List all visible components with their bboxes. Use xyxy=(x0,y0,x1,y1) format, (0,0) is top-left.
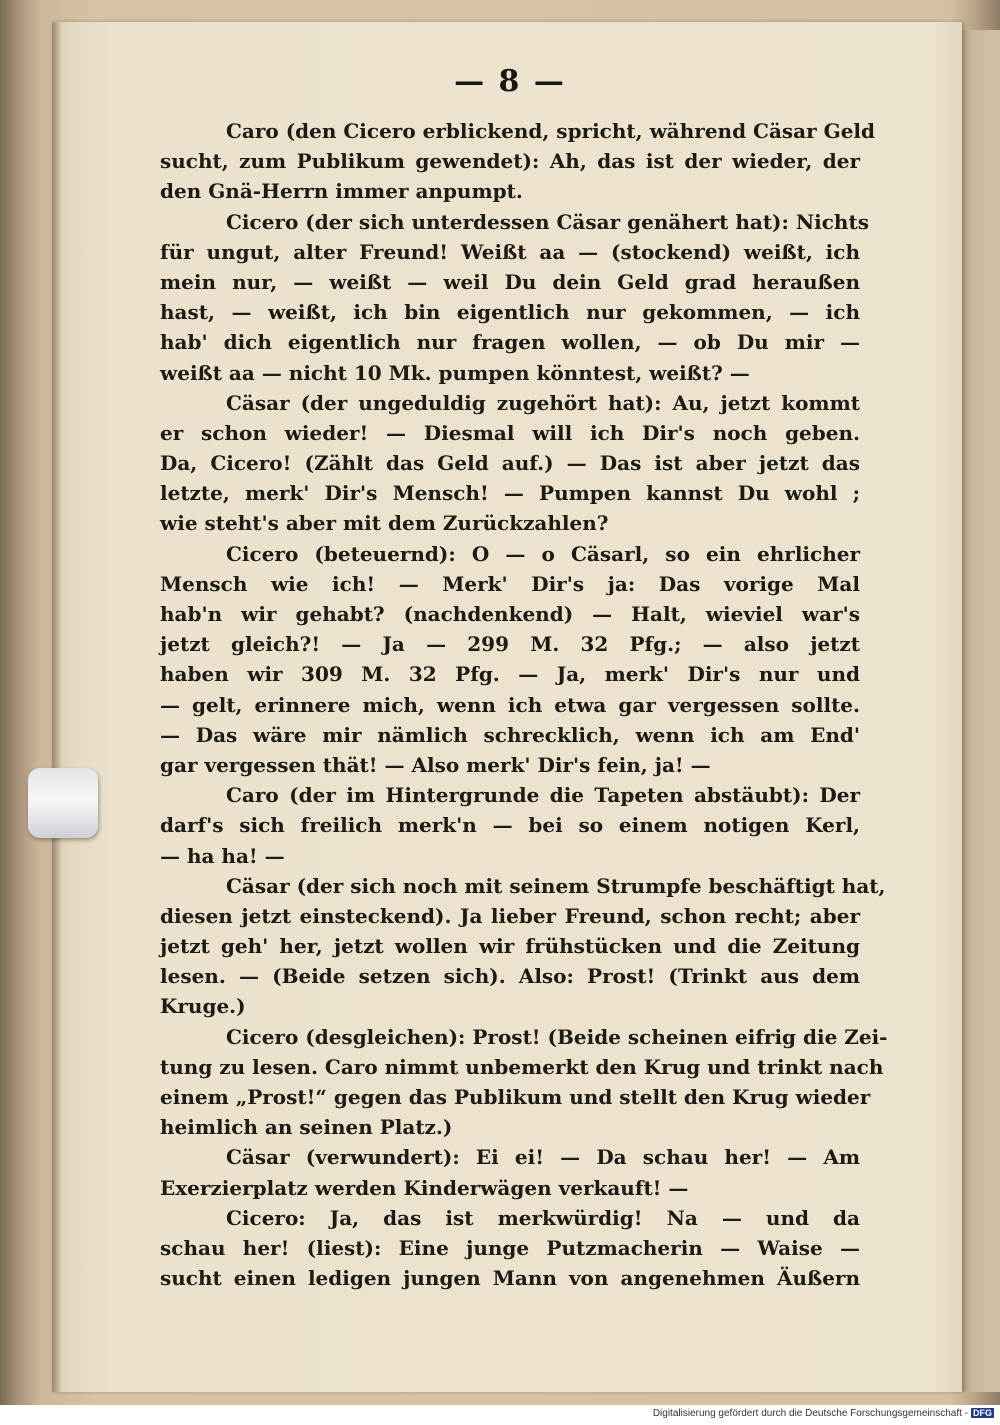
text-line: jetzt geh' her, jetzt wollen wir frühstücken und die Zeitung xyxy=(160,934,860,959)
text-line: Cäsar (der sich noch mit seinem Strumpfe beschäftigt hat, xyxy=(226,873,886,898)
page-text xyxy=(160,116,888,1293)
text-line: diesen jetzt einsteckend). Ja lieber Freund, schon recht; aber xyxy=(160,903,860,928)
text-line: einem „Prost!“ gegen das Publikum und stellt den Krug wieder xyxy=(160,1085,871,1109)
text-line: für ungut, alter Freund! Weißt aa — (stockend) weißt, ich xyxy=(160,239,860,264)
text-line: hast, — weißt, ich bin eigentlich nur gekommen, — ich xyxy=(160,300,860,325)
text-line: Cäsar (verwundert): Ei ei! — Da schau her! — Am xyxy=(226,1145,860,1170)
text-line: sucht, zum Publikum gewendet): Ah, das ist der wieder, der xyxy=(160,149,860,174)
text-line: Exerzierplatz werden Kinderwägen verkauft! — xyxy=(160,1175,689,1200)
text-line: hab'n wir gehabt? (nachdenkend) — Halt, wieviel war's xyxy=(160,602,860,626)
dfg-logo: DFG xyxy=(973,1408,992,1418)
text-line: Cicero: Ja, das ist merkwürdig! Na — und da xyxy=(226,1205,860,1230)
text-line: Cicero (beteuernd): O — o Cäsarl, so ein ehrlicher xyxy=(226,541,860,566)
next-page-edge xyxy=(962,30,1000,1392)
text-line: Cäsar (der ungeduldig zugehört hat): Au, jetzt kommt xyxy=(226,390,860,415)
text-line: wie steht's aber mit dem Zurückzahlen? xyxy=(160,511,609,536)
text-line: — Das wäre mir nämlich schrecklich, wenn ich am End' xyxy=(160,722,860,747)
text-line: schau her! (liest): Eine junge Putzmacherin — Waise — xyxy=(160,1235,860,1260)
text-line: Caro (den Cicero erblickend, spricht, während Cäsar Geld xyxy=(226,119,876,143)
text-line: darf's sich freilich merk'n — bei so einem notigen Kerl, xyxy=(160,813,860,838)
text-line: Cicero (der sich unterdessen Cäsar genähert hat): Nichts xyxy=(226,209,869,234)
gutter-shadow xyxy=(52,22,62,1392)
text-line: Da, Cicero! (Zählt das Geld auf.) — Das ist aber jetzt das xyxy=(160,451,860,476)
text-line: tung zu lesen. Caro nimmt unbemerkt den Krug und trinkt nach xyxy=(160,1054,884,1079)
text-line: gar vergessen thät! — Also merk' Dir's fein, ja! — xyxy=(160,752,711,777)
text-line: haben wir 309 M. 32 Pfg. — Ja, merk' Dir's nur und xyxy=(160,662,860,687)
bookmark-tab xyxy=(28,768,98,838)
footer-text: Digitalisierung gefördert durch die Deutsche Forschungsgemeinschaft - xyxy=(652,1408,968,1419)
text-line: sucht einen ledigen jungen Mann von angenehmen Äußern xyxy=(160,1266,860,1291)
text-line: Caro (der im Hintergrunde die Tapeten abstäubt): Der xyxy=(226,783,860,808)
text-line: Cicero (desgleichen): Prost! (Beide scheinen eifrig die Zei- xyxy=(226,1024,888,1049)
text-line: — gelt, erinnere mich, wenn ich etwa gar vergessen sollte. xyxy=(160,692,860,717)
text-line: letzte, merk' Dir's Mensch! — Pumpen kannst Du wohl ; xyxy=(160,481,860,506)
text-line: heimlich an seinen Platz.) xyxy=(160,1115,453,1140)
text-line: mein nur, — weißt — weil Du dein Geld grad heraußen xyxy=(160,269,860,294)
text-line: lesen. — (Beide setzen sich). Also: Prost! (Trinkt aus dem xyxy=(160,964,860,989)
text-line: Kruge.) xyxy=(160,994,246,1019)
page-number: — 8 — xyxy=(454,64,566,99)
text-line: — ha ha! — xyxy=(160,843,285,868)
text-line: er schon wieder! — Diesmal will ich Dir's noch geben. xyxy=(160,420,860,445)
footer-credit xyxy=(653,1408,994,1419)
text-line: jetzt gleich?! — Ja — 299 M. 32 Pfg.; — also jetzt xyxy=(160,632,860,657)
text-line: hab' dich eigentlich nur fragen wollen, — ob Du mir — xyxy=(160,330,860,355)
text-line: Mensch wie ich! — Merk' Dir's ja: Das vorige Mal xyxy=(160,571,860,596)
text-line: den Gnä-Herrn immer anpumpt. xyxy=(160,179,523,204)
text-line: weißt aa — nicht 10 Mk. pumpen könntest, weißt? — xyxy=(160,360,750,385)
